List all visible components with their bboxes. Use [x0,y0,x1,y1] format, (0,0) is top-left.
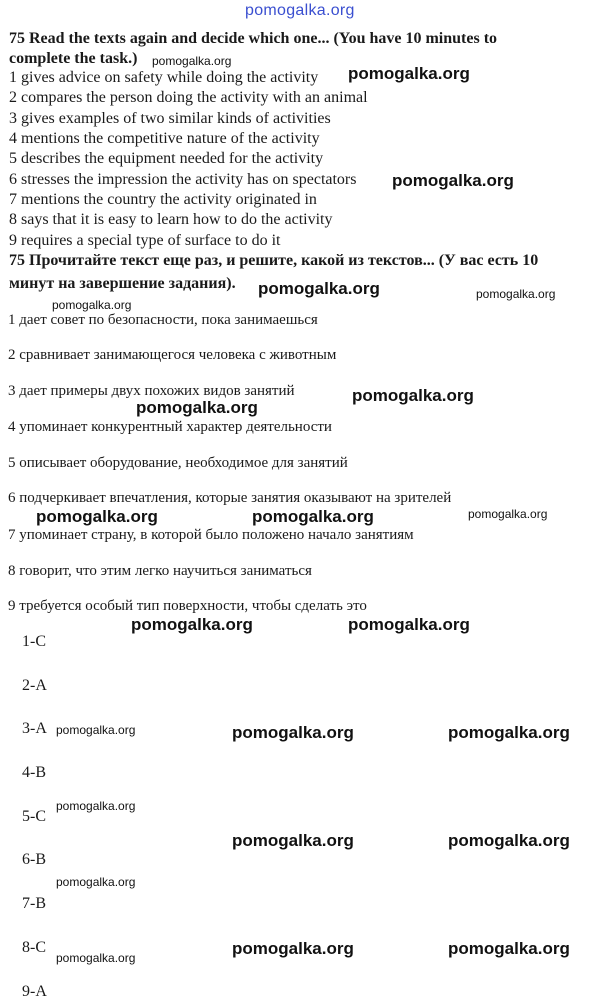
english-item-3: 3 gives examples of two similar kinds of activities [9,110,331,127]
english-item-1: 1 gives advice on safety while doing the activity [9,69,319,86]
watermark: pomogalka.org [348,64,470,83]
watermark: pomogalka.org [56,723,136,737]
watermark: pomogalka.org [232,939,354,958]
english-item-2: 2 compares the person doing the activity with an animal [9,89,368,106]
russian-item-1: 1 дает совет по безопасности, пока занимаешься [8,312,318,328]
answer-1: 1-C [22,633,46,650]
english-item-6: 6 stresses the impression the activity has on spectators [9,171,357,188]
answer-7: 7-B [22,895,46,912]
russian-item-6: 6 подчеркивает впечатления, которые занятия оказывают на зрителей [8,490,452,506]
russian-heading-line1: 75 Прочитайте текст еще раз, и решите, какой из текстов... (У вас есть 10 [9,252,539,269]
answer-2: 2-A [22,677,47,694]
answer-6: 6-B [22,851,46,868]
answer-4: 4-B [22,764,46,781]
english-item-5: 5 describes the equipment needed for the activity [9,150,324,167]
watermark: pomogalka.org [448,831,570,850]
watermark: pomogalka.org [468,507,548,521]
russian-item-2: 2 сравнивает занимающегося человека с животным [8,347,337,363]
russian-item-9: 9 требуется особый тип поверхности, чтобы сделать это [8,598,367,614]
russian-item-8: 8 говорит, что этим легко научиться заниматься [8,563,312,579]
answer-8: 8-C [22,939,46,956]
watermark: pomogalka.org [448,939,570,958]
english-item-8: 8 says that it is easy to learn how to do the activity [9,211,333,228]
english-heading-line2: complete the task.) [9,50,138,67]
watermark: pomogalka.org [232,831,354,850]
answer-3: 3-A [22,720,47,737]
watermark: pomogalka.org [56,951,136,965]
watermark: pomogalka.org [348,615,470,634]
watermark: pomogalka.org [232,723,354,742]
english-item-7: 7 mentions the country the activity originated in [9,191,317,208]
watermark: pomogalka.org [476,287,556,301]
header-watermark: pomogalka.org [245,2,355,19]
english-heading-line1: 75 Read the texts again and decide which one... (You have 10 minutes to [9,30,498,47]
english-item-4: 4 mentions the competitive nature of the activity [9,130,320,147]
watermark: pomogalka.org [352,386,474,405]
watermark: pomogalka.org [258,279,380,298]
watermark: pomogalka.org [56,875,136,889]
answer-5: 5-C [22,808,46,825]
russian-item-4: 4 упоминает конкурентный характер деятельности [8,419,332,435]
watermark: pomogalka.org [131,615,253,634]
english-item-9: 9 requires a special type of surface to do it [9,232,281,249]
watermark: pomogalka.org [252,507,374,526]
watermark: pomogalka.org [56,799,136,813]
russian-item-3: 3 дает примеры двух похожих видов занятий [8,383,295,399]
russian-item-7: 7 упоминает страну, в которой было положено начало занятиям [8,527,414,543]
watermark: pomogalka.org [136,398,258,417]
watermark: pomogalka.org [52,298,132,312]
watermark: pomogalka.org [152,54,232,68]
russian-heading-line2: минут на завершение задания). [9,275,236,292]
watermark: pomogalka.org [392,171,514,190]
answer-9: 9-A [22,983,47,1000]
watermark: pomogalka.org [36,507,158,526]
russian-item-5: 5 описывает оборудование, необходимое для занятий [8,455,348,471]
watermark: pomogalka.org [448,723,570,742]
